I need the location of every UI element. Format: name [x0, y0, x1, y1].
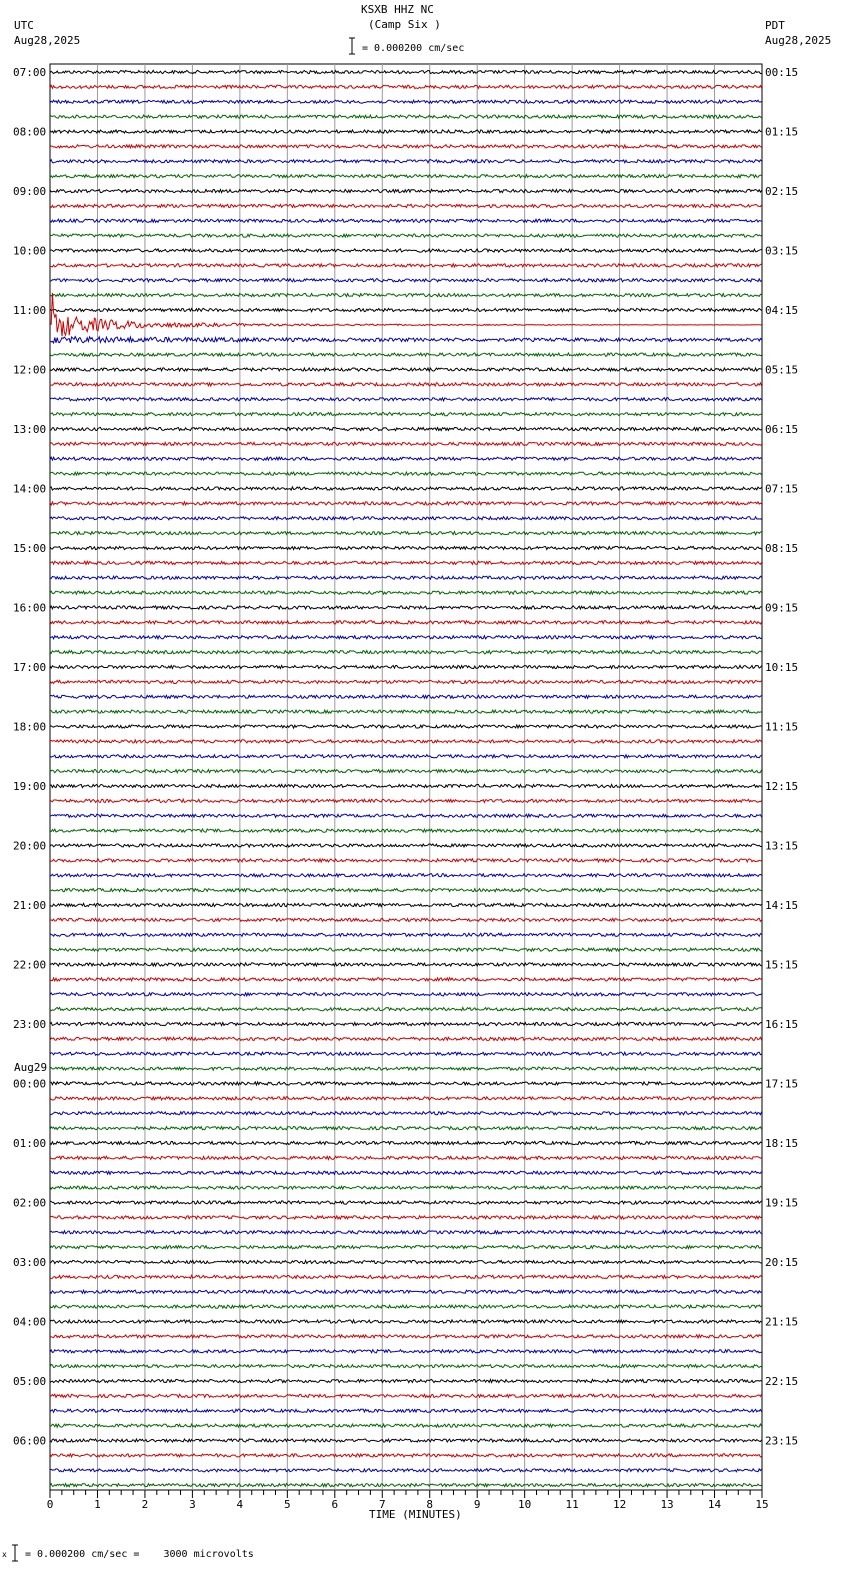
seismic-trace [50, 204, 762, 207]
x-tick-label: 2 [141, 1498, 149, 1511]
pdt-hour-label: 18:15 [765, 1137, 799, 1150]
seismic-trace [50, 665, 762, 668]
pdt-hour-label: 06:15 [765, 423, 799, 436]
seismic-trace [50, 368, 762, 371]
seismic-trace [50, 70, 762, 73]
pdt-hour-label: 05:15 [765, 363, 799, 377]
seismic-trace [50, 1454, 762, 1457]
footer-scale-text: = 0.000200 cm/sec = 3000 microvolts [25, 1549, 254, 1560]
pdt-hour-label: 23:15 [765, 1434, 799, 1448]
x-tick-label: 11 [565, 1498, 579, 1511]
seismic-trace [50, 784, 762, 787]
seismic-trace [50, 993, 762, 996]
seismic-trace [50, 517, 762, 520]
seismic-trace [50, 606, 762, 609]
utc-hour-label: 22:00 [13, 958, 47, 972]
seismic-trace [50, 1022, 762, 1025]
seismic-trace [50, 1350, 762, 1353]
seismic-trace [50, 680, 762, 683]
seismic-trace [50, 219, 762, 222]
seismic-trace [50, 502, 762, 505]
seismic-trace [50, 978, 762, 981]
seismic-trace [50, 1067, 762, 1070]
pdt-hour-label: 09:15 [765, 601, 799, 615]
pdt-hour-label: 08:15 [765, 542, 799, 555]
seismic-trace [50, 561, 762, 564]
seismic-trace [50, 591, 762, 594]
utc-hour-label: 17:00 [13, 661, 47, 674]
seismic-trace [50, 829, 762, 832]
seismic-trace [50, 844, 762, 847]
utc-hour-label: 09:00 [13, 185, 47, 198]
seismic-trace [50, 1008, 762, 1011]
x-tick-label: 12 [612, 1498, 627, 1511]
x-tick-label: 15 [755, 1498, 769, 1511]
seismic-trace [50, 175, 762, 178]
seismic-trace [50, 1469, 762, 1472]
utc-hour-label: 11:00 [13, 304, 47, 317]
seismic-trace [50, 532, 762, 535]
pdt-hour-label: 00:15 [765, 66, 799, 79]
seismic-trace [50, 1156, 762, 1159]
seismic-trace [50, 1379, 762, 1382]
utc-hour-label: 08:00 [13, 125, 47, 139]
x-tick-label: 3 [189, 1498, 196, 1511]
x-tick-label: 5 [284, 1498, 291, 1511]
seismic-trace [50, 130, 762, 133]
pdt-hour-label: 13:15 [765, 839, 799, 853]
pdt-hour-label: 16:15 [765, 1018, 799, 1031]
x-tick-label: 10 [518, 1498, 532, 1511]
pdt-hour-label: 22:15 [765, 1375, 799, 1388]
pdt-hour-label: 02:15 [765, 185, 799, 198]
utc-hour-label: 07:00 [13, 66, 47, 79]
utc-hour-label: 10:00 [13, 244, 47, 258]
seismic-trace [50, 1246, 762, 1249]
seismic-trace [50, 903, 762, 906]
utc-hour-label: 19:00 [13, 780, 47, 793]
utc-hour-label: 14:00 [13, 482, 47, 496]
seismic-trace [50, 85, 762, 88]
seismic-trace [50, 115, 762, 118]
footer-marker: x [2, 1550, 7, 1559]
seismic-trace [50, 1290, 762, 1293]
utc-hour-label: 03:00 [13, 1256, 47, 1269]
left-date: Aug28,2025 [14, 34, 81, 47]
pdt-hour-label: 20:15 [765, 1256, 799, 1269]
seismic-trace [50, 546, 762, 549]
seismic-trace [50, 308, 762, 311]
seismic-trace [50, 1320, 762, 1323]
x-tick-label: 13 [660, 1498, 674, 1511]
seismic-trace [50, 1186, 762, 1189]
seismic-trace [50, 755, 762, 758]
seismic-trace [50, 249, 762, 252]
x-tick-label: 14 [707, 1498, 722, 1511]
seismic-trace [50, 1260, 762, 1263]
seismic-trace [50, 234, 762, 237]
seismic-trace [50, 814, 762, 817]
utc-hour-label: 13:00 [13, 423, 47, 436]
utc-hour-label: 05:00 [13, 1375, 47, 1388]
x-tick-label: 6 [331, 1498, 339, 1511]
seismic-trace [50, 1394, 762, 1397]
pdt-hour-label: 14:15 [765, 899, 799, 912]
seismic-trace [50, 427, 762, 430]
seismic-trace [50, 1305, 762, 1308]
seismic-trace [50, 279, 762, 282]
utc-hour-label: 21:00 [13, 899, 47, 912]
seismic-trace [50, 264, 762, 267]
utc-hour-label: 06:00 [13, 1434, 47, 1448]
scale-text: = 0.000200 cm/sec [362, 43, 465, 54]
right-timezone: PDT [765, 19, 785, 32]
utc-hour-label: 16:00 [13, 601, 47, 615]
seismic-trace [50, 294, 762, 297]
plot-frame [50, 64, 762, 1490]
station-location: (Camp Six ) [368, 18, 441, 31]
pdt-hour-label: 17:15 [765, 1077, 799, 1091]
seismic-trace [50, 1335, 762, 1338]
seismic-trace [50, 1484, 762, 1487]
seismic-trace [50, 710, 762, 713]
seismic-trace [50, 398, 762, 401]
seismic-trace [50, 651, 762, 654]
seismic-trace [50, 1424, 762, 1427]
seismic-trace [50, 1037, 762, 1040]
pdt-hour-label: 03:15 [765, 244, 799, 258]
seismic-trace [50, 725, 762, 728]
right-date: Aug28,2025 [765, 34, 832, 47]
seismic-trace [50, 1409, 762, 1412]
date-change-label: Aug29 [14, 1061, 48, 1074]
seismic-trace [50, 1275, 762, 1278]
seismic-trace [50, 576, 762, 579]
seismic-trace [50, 1052, 762, 1055]
seismic-trace [50, 1127, 762, 1130]
station-title: KSXB HHZ NC [361, 3, 434, 16]
seismic-trace [50, 1439, 762, 1442]
seismic-trace [50, 874, 762, 877]
seismic-trace [50, 1171, 762, 1174]
utc-hour-label: 18:00 [13, 720, 47, 734]
pdt-hour-label: 12:15 [765, 780, 799, 793]
utc-hour-label: 01:00 [13, 1137, 47, 1150]
x-tick-label: 9 [473, 1498, 481, 1511]
seismic-trace [50, 621, 762, 624]
seismic-trace [50, 145, 762, 148]
pdt-hour-label: 21:15 [765, 1315, 799, 1329]
seismic-trace [50, 1231, 762, 1234]
seismic-trace [50, 337, 762, 343]
seismic-trace [50, 933, 762, 936]
seismic-trace [50, 353, 762, 356]
seismic-trace [50, 442, 762, 445]
seismic-trace [50, 799, 762, 802]
seismic-trace [50, 413, 762, 416]
utc-hour-label: 00:00 [13, 1077, 47, 1091]
pdt-hour-label: 15:15 [765, 958, 799, 972]
x-axis-title: TIME (MINUTES) [369, 1508, 462, 1521]
seismic-trace [50, 770, 762, 773]
x-tick-label: 7 [378, 1498, 386, 1511]
seismic-trace [50, 889, 762, 892]
x-tick-label: 4 [236, 1498, 244, 1511]
pdt-hour-label: 10:15 [765, 661, 799, 674]
scale-bar-icon [349, 38, 355, 54]
pdt-hour-label: 19:15 [765, 1196, 799, 1210]
pdt-hour-label: 11:15 [765, 720, 799, 734]
left-timezone: UTC [14, 19, 34, 32]
pdt-hour-label: 04:15 [765, 304, 799, 317]
seismic-trace [50, 1201, 762, 1204]
seismic-trace [50, 636, 762, 639]
utc-hour-label: 02:00 [13, 1196, 47, 1210]
seismic-trace [50, 695, 762, 698]
utc-hour-label: 23:00 [13, 1018, 47, 1031]
pdt-hour-label: 01:15 [765, 125, 799, 139]
utc-hour-label: 15:00 [13, 542, 47, 555]
utc-hour-label: 12:00 [13, 363, 47, 377]
seismic-trace [50, 948, 762, 951]
seismic-trace [50, 457, 762, 460]
seismic-trace [50, 487, 762, 490]
seismic-trace [50, 100, 762, 103]
seismic-trace [50, 1112, 762, 1115]
seismic-trace [50, 160, 762, 163]
x-tick-label: 0 [46, 1498, 54, 1511]
utc-hour-label: 20:00 [13, 839, 47, 853]
x-tick-label: 1 [94, 1498, 101, 1511]
seismic-trace [50, 1097, 762, 1100]
seismic-trace [50, 859, 762, 862]
seismic-trace [50, 383, 762, 386]
seismic-trace [50, 1365, 762, 1368]
seismic-trace [50, 1082, 762, 1085]
seismic-trace [50, 1141, 762, 1144]
seismic-trace [50, 963, 762, 966]
x-tick-label: 8 [426, 1498, 434, 1511]
seismic-trace [50, 1216, 762, 1219]
seismic-trace [50, 293, 762, 336]
utc-hour-label: 04:00 [13, 1315, 47, 1329]
seismic-trace [50, 918, 762, 921]
seismic-trace [50, 740, 762, 743]
seismic-trace [50, 472, 762, 475]
seismic-trace [50, 189, 762, 192]
pdt-hour-label: 07:15 [765, 482, 799, 496]
